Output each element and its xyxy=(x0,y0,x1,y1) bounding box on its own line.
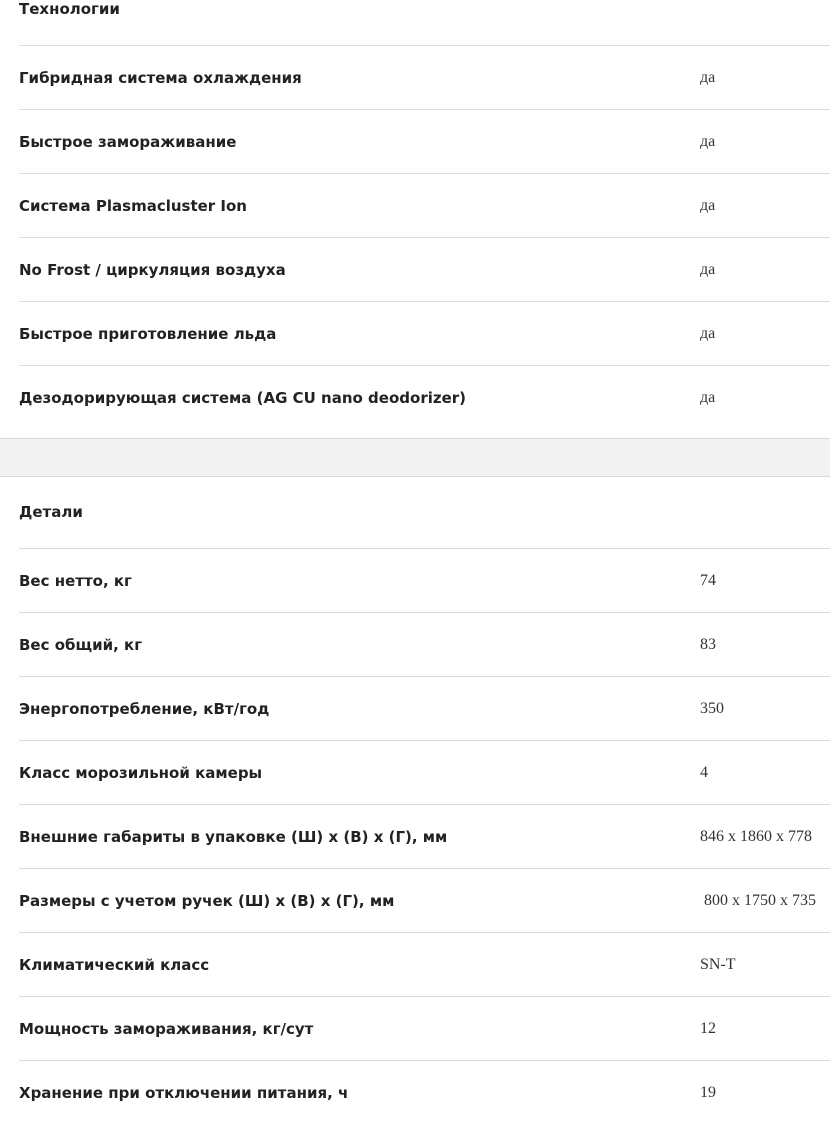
spec-value: 846 x 1860 x 778 xyxy=(700,828,812,845)
spec-row xyxy=(0,46,830,110)
spec-value: да xyxy=(700,69,716,86)
spec-label: Мощность замораживания, кг/сут xyxy=(19,1020,314,1038)
spec-label: Энергопотребление, кВт/год xyxy=(19,700,270,718)
spec-row xyxy=(0,869,830,933)
details-section xyxy=(0,476,830,1115)
spec-label: Система Plasmacluster Ion xyxy=(19,197,247,215)
spec-value: 83 xyxy=(700,636,716,653)
spec-row xyxy=(0,613,830,677)
spec-row xyxy=(0,174,830,238)
spec-row xyxy=(0,110,830,174)
section-title-technologies: Технологии xyxy=(19,0,120,18)
spec-value: да xyxy=(700,133,716,150)
spec-value: да xyxy=(700,389,716,406)
spec-label: Размеры с учетом ручек (Ш) х (В) х (Г), мм xyxy=(19,892,395,910)
spec-row xyxy=(0,549,830,613)
spec-value: SN-T xyxy=(700,956,736,973)
section-title-details: Детали xyxy=(19,503,83,521)
spec-label: Вес нетто, кг xyxy=(19,572,132,590)
spec-row xyxy=(0,805,830,869)
spec-row xyxy=(0,933,830,997)
spec-value: 74 xyxy=(700,572,716,589)
spec-label: Хранение при отключении питания, ч xyxy=(19,1084,349,1102)
spec-row xyxy=(0,1061,830,1125)
spec-value: да xyxy=(700,261,716,278)
spec-label: Быстрое приготовление льда xyxy=(19,325,277,343)
spec-label: Внешние габариты в упаковке (Ш) х (В) х (Г), мм xyxy=(19,828,448,846)
spec-row xyxy=(0,366,830,430)
spec-value: 4 xyxy=(700,764,708,781)
technologies-section xyxy=(0,0,830,438)
spec-label: Климатический класс xyxy=(19,956,210,974)
spec-label: Дезодорирующая система (AG CU nano deodorizer) xyxy=(19,389,467,407)
spec-value: да xyxy=(700,325,716,342)
spec-value: 19 xyxy=(700,1084,716,1101)
spec-label: Гибридная система охлаждения xyxy=(19,69,302,87)
spec-row xyxy=(0,302,830,366)
spec-value: 12 xyxy=(700,1020,716,1037)
spec-row xyxy=(0,741,830,805)
section-separator xyxy=(0,438,830,477)
spec-label: No Frost / циркуляция воздуха xyxy=(19,261,286,279)
spec-row xyxy=(0,677,830,741)
spec-value: 350 xyxy=(700,700,724,717)
spec-value: да xyxy=(700,197,716,214)
spec-row xyxy=(0,238,830,302)
spec-row xyxy=(0,997,830,1061)
spec-label: Вес общий, кг xyxy=(19,636,143,654)
spec-label: Класс морозильной камеры xyxy=(19,764,263,782)
spec-value: 800 x 1750 x 735 xyxy=(704,892,816,909)
spec-label: Быстрое замораживание xyxy=(19,133,237,151)
